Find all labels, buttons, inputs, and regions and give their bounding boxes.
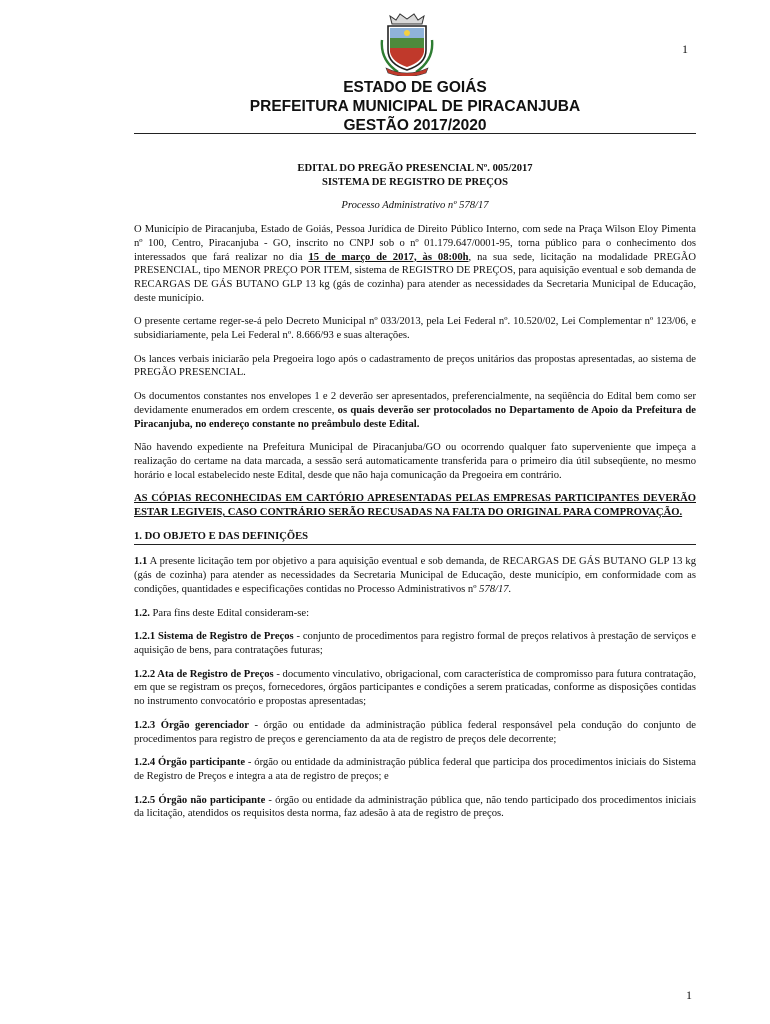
- edital-subtitle: SISTEMA DE REGISTRO DE PREÇOS: [321, 176, 509, 188]
- session-date: 15 de março de 2017, às 08:00h: [308, 251, 469, 263]
- municipal-coat-of-arms-icon: [380, 10, 434, 76]
- state-title: ESTADO DE GOIÁS: [343, 79, 487, 96]
- clause-1-2: 1.2. Para fins deste Edital consideram-se:: [134, 607, 310, 619]
- term-title: GESTÃO 2017/2020: [343, 117, 487, 134]
- definition-1-2-3: 1.2.3 Órgão gerenciador - órgão ou entidade da administração pública federal responsável pela condução do conjunto de procedimentos para registro de preços e gerenciamento da ata de registro de preços dele decorrente;: [134, 719, 696, 745]
- definition-1-2-4: 1.2.4 Órgão participante - órgão ou entidade da administração pública federal que participa dos procedimentos iniciais do Sistema de Registro de Preços e integra a ata de registro de preços; e: [134, 757, 696, 782]
- header-divider: [134, 133, 696, 134]
- bids-paragraph: Os lances verbais iniciarão pela Pregoeira logo após o cadastramento de preços unitários das propostas apresentadas, ao sistema de PREGÃO PRESENCIAL.: [134, 353, 696, 379]
- legal-basis-paragraph: O presente certame reger-se-á pelo Decreto Municipal nº 033/2013, pela Lei Federal nº. 10.520/02, Lei Complementar nº 123/06, e subsidiariamente, pela Lei Federal nº. 8.666/93 e suas alterações.: [134, 316, 696, 342]
- definition-1-2-5: 1.2.5 Órgão não participante - órgão ou entidade da administração pública que, não tendo participado dos procedimentos iniciais da licitação, atendidos os requisitos desta norma, faz adesão à ata de registro de preços.: [134, 794, 696, 820]
- definition-1-2-1: 1.2.1 Sistema de Registro de Preços - conjunto de procedimentos para registro formal de preços relativos à prestação de serviços e aquisição de bens, para contratações futuras;: [134, 631, 696, 656]
- document-body: [134, 162, 696, 821]
- notarized-copies-warning: AS CÓPIAS RECONHECIDAS EM CARTÓRIO APRESENTADAS PELAS EMPRESAS PARTICIPANTES DEVERÃO ESTAR LEGIVEIS, CASO CONTRÁRIO SERÃO RECUSADAS NA FALTA DO ORIGINAL PARA COMPROVAÇÃO.: [134, 493, 696, 519]
- process-number: Processo Administrativo nº 578/17: [341, 200, 489, 212]
- no-session-paragraph: Não havendo expediente na Prefeitura Municipal de Piracanjuba/GO ou ocorrendo qualquer fato superveniente que impeça a realização do certame na data marcada, a sessão será automaticamente transferida para o primeiro dia útil subseqüente, no mesmo horário e local estabelecido neste Edital, desde que não haja comunicação da Pregoeira em contrário.: [134, 442, 696, 481]
- intro-paragraph: O Município de Piracanjuba, Estado de Goiás, Pessoa Jurídica de Direito Público Interno, com sede na Praça Wilson Eloy Pimenta nº 100, Centro, Piracanjuba - GO, inscrito no CNPJ sob o nº 01.179.647/0001-95, torna público para o conhecimento dos interessados que fará realizar no dia 15 de março de 2017, às 08:00h, na sua sede, licitação na modalidade PREGÃO PRESENCIAL, tipo MENOR PREÇO POR ITEM, sistema de REGISTRO DE PREÇOS, para aquisição eventual e sob demanda de RECARGAS DE GÁS BUTANO GLP 13 kg (gás de cozinha) para atender as necessidades da Secretaria Municipal de Educação, deste município.: [134, 224, 697, 304]
- section-1-heading: 1. DO OBJETO E DAS DEFINIÇÕES: [134, 530, 696, 546]
- page-number-bottom: 1: [686, 988, 692, 1002]
- edital-title: EDITAL DO PREGÃO PRESENCIAL Nº. 005/2017: [297, 163, 533, 174]
- definition-1-2-2: 1.2.2 Ata de Registro de Preços - documento vinculativo, obrigacional, com característica de compromisso para futura contratação, em que se registram os preços, fornecedores, órgãos participantes e condições a serem praticadas, conforme as disposições contidas no instrumento convocatório e propostas apresentadas;: [134, 668, 696, 708]
- page-number-top: 1: [682, 42, 688, 56]
- prefecture-title: PREFEITURA MUNICIPAL DE PIRACANJUBA: [249, 98, 581, 115]
- clause-1-1: 1.1 A presente licitação tem por objetivo a para aquisição eventual e sob demanda, de RECARGAS DE GÁS BUTANO GLP 13 kg (gás de cozinha) para atender as necessidades da Secretaria Municipal de Educação, deste município, em conformidade com as condições, quantidades e especificações contidas no Processo Administrativos nº 578/17.: [134, 556, 696, 595]
- documents-paragraph: Os documentos constantes nos envelopes 1 e 2 deverão ser apresentados, preferencialmente, na seqüência do Edital bem como ser devidamente enumerados em ordem crescente, os quais deverão ser protocolados no Departamento de Apoio da Prefeitura de Piracanjuba, no endereço constante no preâmbulo deste Edital.: [134, 391, 696, 430]
